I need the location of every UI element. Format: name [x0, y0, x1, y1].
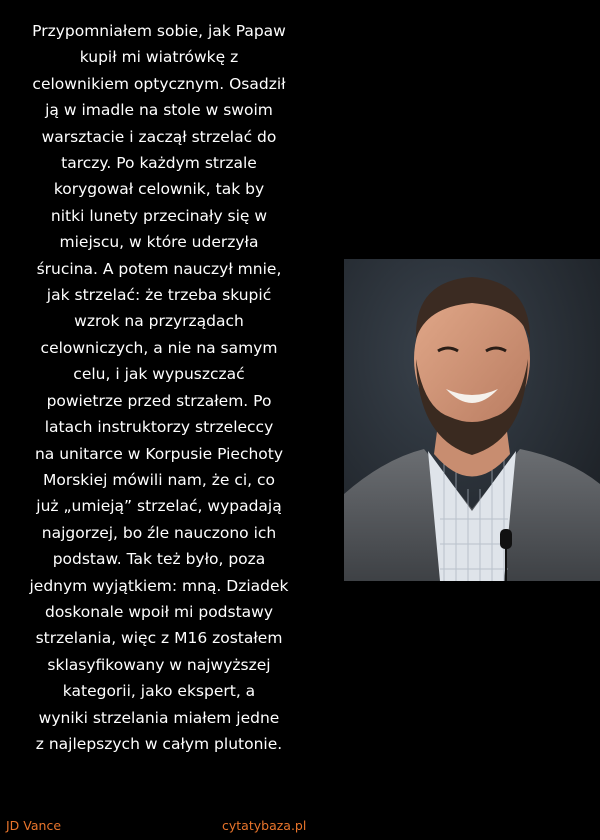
- quote-line: latach instruktorzy strzeleccy: [44, 418, 274, 437]
- quote-line: kupił mi wiatrówkę z: [79, 48, 239, 67]
- quote-line: korygował celownik, tak by: [53, 180, 265, 199]
- quote-line: Morskiej mówili nam, że ci, co: [42, 470, 276, 489]
- quote-line: nitki lunety przecinały się w: [50, 206, 268, 225]
- quote-line: tarczy. Po każdym strzale: [61, 154, 257, 173]
- quote-line: kategorii, jako ekspert, a: [62, 682, 256, 701]
- quote-line: strzelania, więc z M16 zostałem: [35, 629, 283, 648]
- author-photo: [344, 259, 600, 581]
- quote-line: Przypomniałem sobie, jak Papaw: [32, 22, 286, 40]
- quote-line: jak strzelać: że trzeba skupić: [46, 286, 272, 305]
- site-name[interactable]: cytatybaza.pl: [222, 818, 307, 833]
- quote-line: ją w imadle na stole w swoim: [45, 101, 273, 120]
- quote-line: najgorzej, bo źle nauczono ich: [41, 523, 277, 542]
- quote-line: warsztacie i zaczął strzelać do: [41, 127, 277, 146]
- quote-line: sklasyfikowany w najwyższej: [47, 655, 271, 674]
- quote-line: wyniki strzelania miałem jedne: [38, 708, 280, 727]
- quote-line: śrucina. A potem nauczył mnie,: [36, 259, 282, 278]
- quote-line: podstaw. Tak też było, poza: [52, 550, 266, 569]
- quote-line: już „umieją” strzelać, wypadają: [36, 497, 282, 516]
- quote-line: celowniczych, a nie na samym: [40, 338, 278, 357]
- quote-line: miejscu, w które uderzyła: [59, 233, 259, 252]
- quote-line: doskonale wpoił mi podstawy: [44, 602, 274, 621]
- quote-line: wzrok na przyrządach: [74, 312, 244, 331]
- quote-line: celownikiem optycznym. Osadził: [32, 74, 286, 93]
- author-name[interactable]: JD Vance: [6, 818, 62, 833]
- quote-line: na unitarce w Korpusie Piechoty: [34, 444, 284, 463]
- quote-line: powietrze przed strzałem. Po: [46, 391, 272, 410]
- quote-line: celu, i jak wypuszczać: [73, 365, 245, 384]
- quote-line: z najlepszych w całym plutonie.: [35, 734, 283, 753]
- quote-text: [0, 18, 318, 757]
- quote-line: jednym wyjątkiem: mną. Dziadek: [29, 576, 289, 595]
